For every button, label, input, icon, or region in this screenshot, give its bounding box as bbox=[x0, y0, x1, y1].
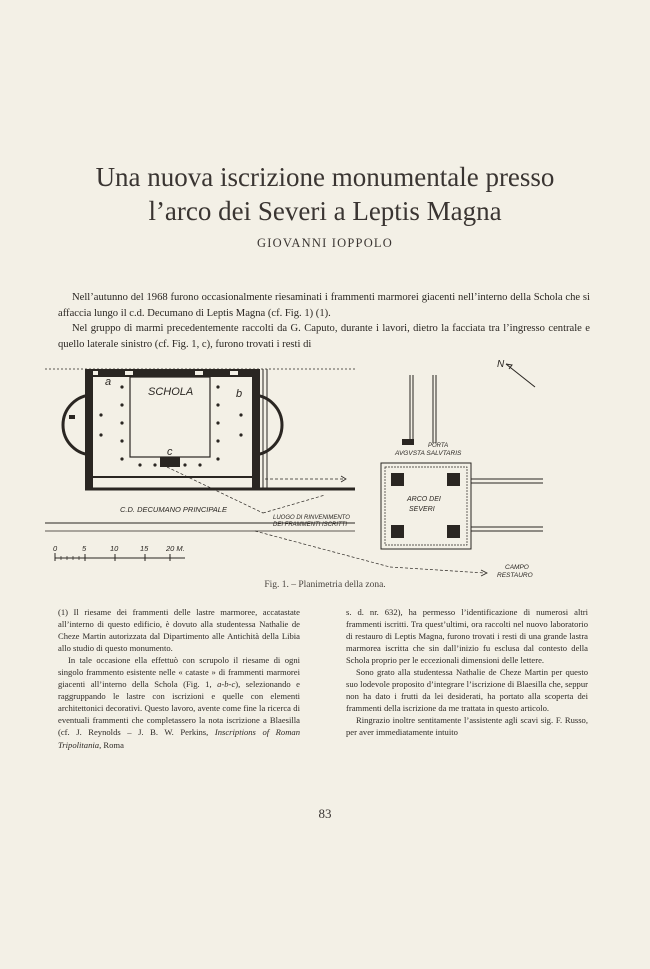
scale-label-0: 0 bbox=[53, 544, 58, 553]
label-a: a bbox=[105, 376, 112, 388]
site-plan-figure bbox=[45, 355, 605, 585]
title-line-1: Una nuova iscrizione monumentale presso bbox=[95, 162, 555, 192]
footnote-paragraph: Ringrazio inoltre sentitamente l’assistente agli scavi sig. F. Russo, per aver immediatamente intuito bbox=[346, 715, 588, 738]
schola-plan bbox=[45, 369, 355, 489]
title-line-2: l’arco dei Severi a Leptis Magna bbox=[148, 196, 502, 226]
footnote-paragraph: s. d. nr. 632), ha permesso l’identificazione di numerosi altri frammenti iscritti. Tra quest’ultimi, ora raccolti nel nuovo laboratorio di restauro di Leptis Magna, furono trovati i resti di una grande lastra marmorea iscritta che sin dall’inizio fu esclusa dal contesto della Schola proprio per le eccezionali dimensioni delle lettere. bbox=[346, 607, 588, 666]
footnote-text: ), selezionando e raggruppando le lastre con iscrizioni e quelle con elementi architettonici decorativi. Questo lavoro, avente come fine la ricerca di eventuali frammenti che completassero la nota iscrizione a Blaesilla (cf. J. Reynolds – J. B. W. Perkins, bbox=[58, 679, 300, 738]
footnote-paragraph bbox=[58, 654, 300, 750]
campo-label-1: CAMPO bbox=[505, 564, 529, 571]
intro-paragraph: Nel gruppo di marmi precedentemente raccolti da G. Caputo, durante i lavori, dietro la facciata tra l’ingresso centrale e quello laterale sinistro (cf. Fig. 1, c), furono trovati i resti di bbox=[58, 323, 590, 350]
arco-label-1: ARCO DEI bbox=[407, 496, 441, 503]
article-title bbox=[40, 160, 610, 228]
footnote-column-right bbox=[346, 606, 588, 739]
scale-label-10: 10 bbox=[110, 544, 119, 553]
scale-label-15: 15 bbox=[140, 544, 149, 553]
intro-paragraph: Nell’autunno del 1968 furono occasionalmente riesaminati i frammenti marmorei giacenti nell’interno della Schola che si affaccia lungo il c.d. Decumano di Leptis Magna (cf. Fig. 1) (1). bbox=[58, 292, 590, 319]
footnote-paragraph: Sono grato alla studentessa Nathalie de Cheze Martin per questo suo lodevole proposito d’integrare l’iscrizione di Blaesilla che, seppur non ha dato i frutti da lei desiderati, ha portato alla scoperta dei frammenti della iscrizione da me trattata in questo articolo. bbox=[346, 667, 588, 714]
label-b: b bbox=[236, 388, 243, 400]
porta-label-2: AVGVSTA SALVTARIS bbox=[395, 450, 462, 457]
porta-label-1: PORTA bbox=[428, 443, 449, 449]
footnote-column-left bbox=[58, 606, 300, 751]
schola-label: SCHOLA bbox=[148, 386, 194, 398]
scale-label-20: 20 M. bbox=[166, 544, 185, 553]
campo-label-2: RESTAURO bbox=[497, 572, 533, 579]
porta-augusta-plan bbox=[402, 375, 436, 445]
findspot-label-1: LUOGO DI RINVENIMENTO bbox=[273, 515, 350, 521]
footnote-paragraph: (1) Il riesame dei frammenti delle lastre marmoree, accatastate all’interno di questo edificio, è dovuto alla studentessa Nathalie de Cheze Martin autorizzata dal Dipartimento alle Antichità della Libia allo studio di questo monumento. bbox=[58, 607, 300, 654]
arco-severi-plan bbox=[381, 463, 543, 549]
page-number: 83 bbox=[318, 806, 332, 821]
footnote-text: In tale occasione ella effettuò con scrupolo il riesame di ogni singolo frammento esistente nelle « cataste » di frammenti marmorei giacenti all’interno della Schola (Fig. 1, bbox=[58, 655, 300, 690]
decumano-label: C.D. DECUMANO PRINCIPALE bbox=[120, 505, 227, 514]
scale-label-5: 5 bbox=[82, 544, 87, 553]
scale-bar bbox=[55, 553, 185, 561]
findspot-label-2: DEI FRAMMENTI ISCRITTI bbox=[273, 522, 347, 528]
arco-label-2: SEVERI bbox=[409, 506, 435, 513]
north-label: N bbox=[497, 359, 505, 370]
figure-reference: a-b-c bbox=[217, 679, 236, 690]
site-plan-drawing bbox=[45, 355, 605, 585]
figure-caption: Fig. 1. – Planimetria della zona. bbox=[264, 580, 386, 590]
label-c: c bbox=[167, 446, 173, 458]
cited-book-title: Inscriptions of Roman Tripolitania bbox=[58, 727, 301, 750]
author-name: GIOVANNI IOPPOLO bbox=[257, 236, 393, 250]
footnote-text: , Roma bbox=[99, 739, 124, 750]
intro-text bbox=[58, 290, 590, 352]
